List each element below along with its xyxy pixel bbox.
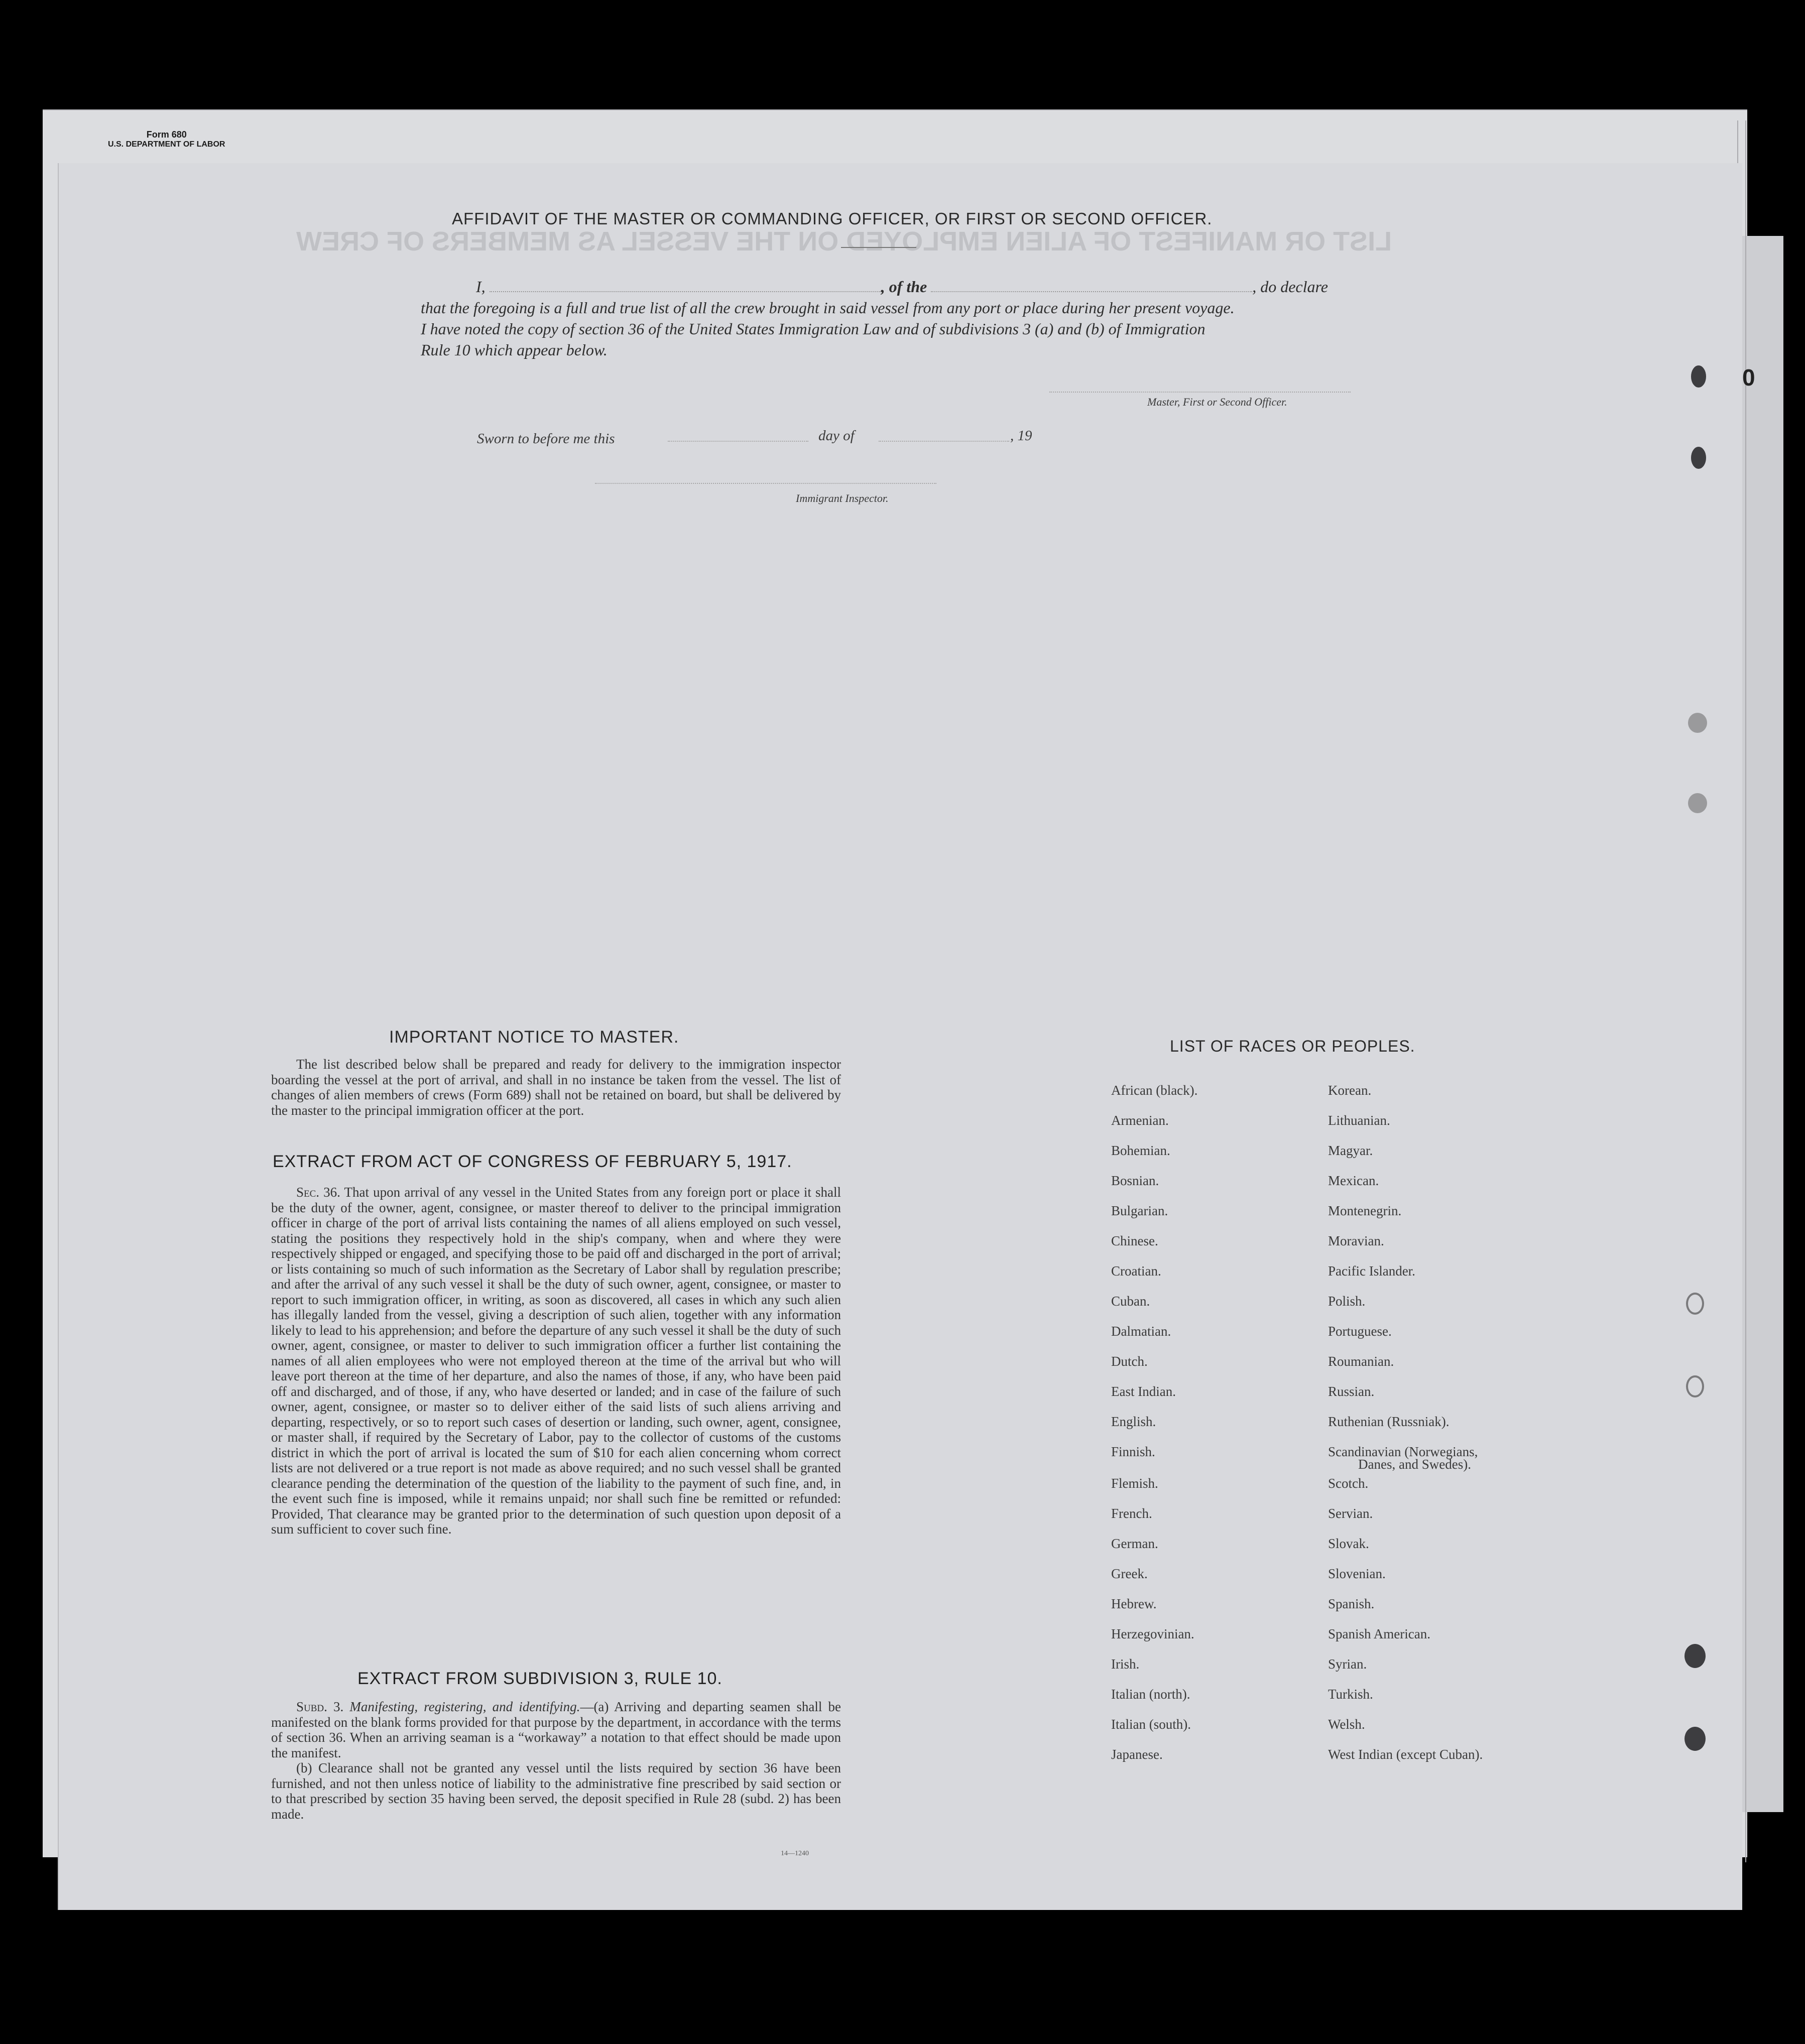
affidavit-line4: Rule 10 which appear below. — [421, 341, 608, 359]
race-item: Armenian. — [1111, 1113, 1169, 1128]
race-item: Finnish. — [1111, 1444, 1155, 1459]
signature-label: Master, First or Second Officer. — [1147, 396, 1287, 408]
affidavit-i: I, — [476, 278, 486, 296]
race-item: Italian (south). — [1111, 1717, 1191, 1732]
race-item: East Indian. — [1111, 1384, 1176, 1399]
race-item: Slovenian. — [1328, 1566, 1386, 1581]
race-item: Ruthenian (Russniak). — [1328, 1414, 1450, 1429]
affidavit-text — [421, 276, 1365, 360]
affidavit-of-the: , of the — [881, 278, 927, 296]
sworn-month-blank — [879, 441, 1009, 442]
race-item: Croatian. — [1111, 1263, 1161, 1279]
race-item: Scotch. — [1328, 1476, 1369, 1491]
affidavit-declare: , do declare — [1252, 278, 1328, 296]
race-item: French. — [1111, 1506, 1152, 1521]
race-item: Slovak. — [1328, 1536, 1369, 1551]
punch-hole — [1688, 713, 1707, 733]
punch-hole — [1684, 1644, 1706, 1668]
form-number: Form 680 — [146, 130, 187, 140]
race-item: Mexican. — [1328, 1173, 1379, 1188]
punch-hole — [1691, 447, 1706, 469]
races-title: LIST OF RACES OR PEOPLES. — [1170, 1037, 1415, 1055]
race-item: Greek. — [1111, 1566, 1148, 1581]
race-item: Cuban. — [1111, 1294, 1150, 1309]
document-page — [58, 163, 1742, 1910]
race-item: Servian. — [1328, 1506, 1373, 1521]
race-item: Spanish American. — [1328, 1626, 1430, 1641]
affidavit-line2: that the foregoing is a full and true list of all the crew brought in said vessel from any port or place during her present voyage. — [421, 299, 1235, 317]
race-item: Chinese. — [1111, 1233, 1158, 1248]
rule-subd-heading: Manifesting, registering, and identifying. — [349, 1699, 580, 1714]
year-text: , 19 — [1010, 428, 1032, 444]
race-item: Montenegrin. — [1328, 1203, 1402, 1218]
race-item: Roumanian. — [1328, 1354, 1394, 1369]
race-item: Spanish. — [1328, 1596, 1375, 1611]
inspector-line — [595, 483, 936, 484]
affidavit-line3: I have noted the copy of section 36 of the United States Immigration Law and of subdivisions 3 (a) and (b) of Immigration — [421, 320, 1206, 338]
affidavit-title: AFFIDAVIT OF THE MASTER OR COMMANDING OFFICER, OR FIRST OR SECOND OFFICER. — [452, 209, 1213, 228]
punch-hole — [1686, 1293, 1704, 1315]
race-item: Hebrew. — [1111, 1596, 1157, 1611]
sworn-day-blank — [668, 441, 808, 442]
notice-paragraph: The list described below shall be prepared and ready for delivery to the immigration inspector boarding the vessel at the port of arrival, and shall in no instance be taken from the vessel. The list of changes of alien members of crews (Form 689) shall not be retained on board, but shall be delivered by the master to the principal immigration officer at the port. — [271, 1057, 841, 1118]
race-item: German. — [1111, 1536, 1158, 1551]
race-item: Irish. — [1111, 1656, 1140, 1672]
race-item: Welsh. — [1328, 1717, 1365, 1732]
race-item: Dutch. — [1111, 1354, 1148, 1369]
race-item: Lithuanian. — [1328, 1113, 1390, 1128]
act-text — [271, 1185, 841, 1537]
race-item: African (black). — [1111, 1083, 1198, 1098]
race-item: Scandinavian (Norwegians, — [1328, 1444, 1478, 1459]
race-item: Polish. — [1328, 1294, 1366, 1309]
race-item: Bosnian. — [1111, 1173, 1159, 1188]
race-item: Bohemian. — [1111, 1143, 1170, 1158]
act-paragraph: That upon arrival of any vessel in the United States from any foreign port or place it shall be the duty of the owner, agent, consignee, or master thereof to deliver to the principal immigration officer in charge of the port of arrival lists containing the names of all aliens employed on such vessel, stating the positions they respectively hold in the ship's company, when and where they were respectively shipped or engaged, and specifying those to be paid off and discharged in the port of arrival; or lists containing so much of such information as the Secretary of Labor shall by regulation prescribe; and after the arrival of any such vessel it shall be the duty of such owner, agent, consignee, or master to report to such immigration officer, in writing, as soon as discovered, all cases in which any such alien has illegally landed from the vessel, giving a description of such alien, together with any information likely to lead to his apprehension; and before the departure of any such vessel it shall be the duty of such owner, agent, consignee, or master to deliver to such immigration officer a further list containing the names of all alien employees who were not employed thereon at the time of the arrival but who will leave port thereon at the time of her departure, and also the names of those, if any, who have been paid off and discharged, and of those, if any, who have deserted or landed; and in case of the failure of such owner, agent, consignee, or master so to deliver either of the said lists of such aliens arriving and departing, respectively, or so to report such cases of desertion or landing, such owner, agent, consignee, or master shall, if required by the Secretary of Labor, pay to the collector of customs of the customs district in which the port of arrival is located the sum of $10 for each alien concerning whom correct lists are not delivered or a true report is not made as above required; and no such vessel shall be granted clearance pending the determination of the question of the liability to the payment of such fine, and, in the event such fine is imposed, while it remains unpaid; nor shall such fine be remitted or refunded: Provided, That clearance may be granted prior to the determination of such question upon deposit of a sum sufficient to cover such fine. — [271, 1185, 841, 1537]
race-item: English. — [1111, 1414, 1156, 1429]
race-item: Korean. — [1328, 1083, 1372, 1098]
edge-digit: 0 — [1742, 364, 1755, 391]
race-item: Syrian. — [1328, 1656, 1367, 1672]
race-item: Turkish. — [1328, 1687, 1373, 1702]
vessel-blank — [931, 286, 1252, 292]
sworn-text: Sworn to before me this — [477, 431, 615, 447]
signature-line — [1049, 392, 1351, 393]
race-item: Herzegovinian. — [1111, 1626, 1194, 1641]
print-code: 14—1240 — [781, 1850, 809, 1857]
form-header — [108, 130, 225, 149]
notice-title: IMPORTANT NOTICE TO MASTER. — [389, 1028, 679, 1047]
act-section-label: Sec. 36. — [296, 1185, 340, 1200]
race-item: Russian. — [1328, 1384, 1375, 1399]
race-item: Portuguese. — [1328, 1324, 1392, 1339]
day-of-text: day of — [818, 428, 855, 444]
rule-text-a: —(a) Arriving and departing seamen shall be manifested on the blank forms provided for that purpose by the department, in accordance with the terms of section 36. When an arriving seaman is a “workaway” a notation to that effect should be made upon the manifest. — [271, 1699, 841, 1760]
department-name: U.S. DEPARTMENT OF LABOR — [108, 140, 225, 149]
race-item: Bulgarian. — [1111, 1203, 1168, 1218]
race-item: West Indian (except Cuban). — [1328, 1747, 1483, 1762]
race-item: Italian (north). — [1111, 1687, 1190, 1702]
race-item: Japanese. — [1111, 1747, 1163, 1762]
punch-hole — [1686, 1375, 1704, 1397]
bleed-through-heading: LIST OR MANIFEST OF ALIEN EMPLOYED ON THE VESSEL AS MEMBERS OF CREW — [296, 226, 1392, 257]
race-item: Pacific Islander. — [1328, 1263, 1415, 1279]
notice-text — [271, 1057, 841, 1118]
race-item: Magyar. — [1328, 1143, 1373, 1158]
name-blank — [490, 286, 881, 292]
punch-hole — [1684, 1727, 1706, 1751]
race-item: Dalmatian. — [1111, 1324, 1171, 1339]
title-rule — [841, 247, 916, 248]
punch-hole — [1691, 365, 1706, 388]
rule-subd-label: Subd. 3. — [296, 1699, 344, 1714]
act-title: EXTRACT FROM ACT OF CONGRESS OF FEBRUARY 5, 1917. — [273, 1152, 792, 1171]
race-item: Moravian. — [1328, 1233, 1384, 1248]
race-item: Flemish. — [1111, 1476, 1158, 1491]
punch-hole — [1688, 793, 1707, 813]
rule-text — [271, 1699, 841, 1822]
inspector-label: Immigrant Inspector. — [796, 492, 889, 504]
rule-title: EXTRACT FROM SUBDIVISION 3, RULE 10. — [357, 1669, 723, 1688]
races-continuation: Danes, and Swedes). — [1358, 1457, 1471, 1472]
rule-text-b: (b) Clearance shall not be granted any vessel until the lists required by section 36 have been furnished, and not then unless notice of liability to the administrative fine prescribed by said section or to that prescribed by section 35 having been served, the deposit specified in Rule 28 (subd. 2) has been made. — [271, 1760, 841, 1822]
